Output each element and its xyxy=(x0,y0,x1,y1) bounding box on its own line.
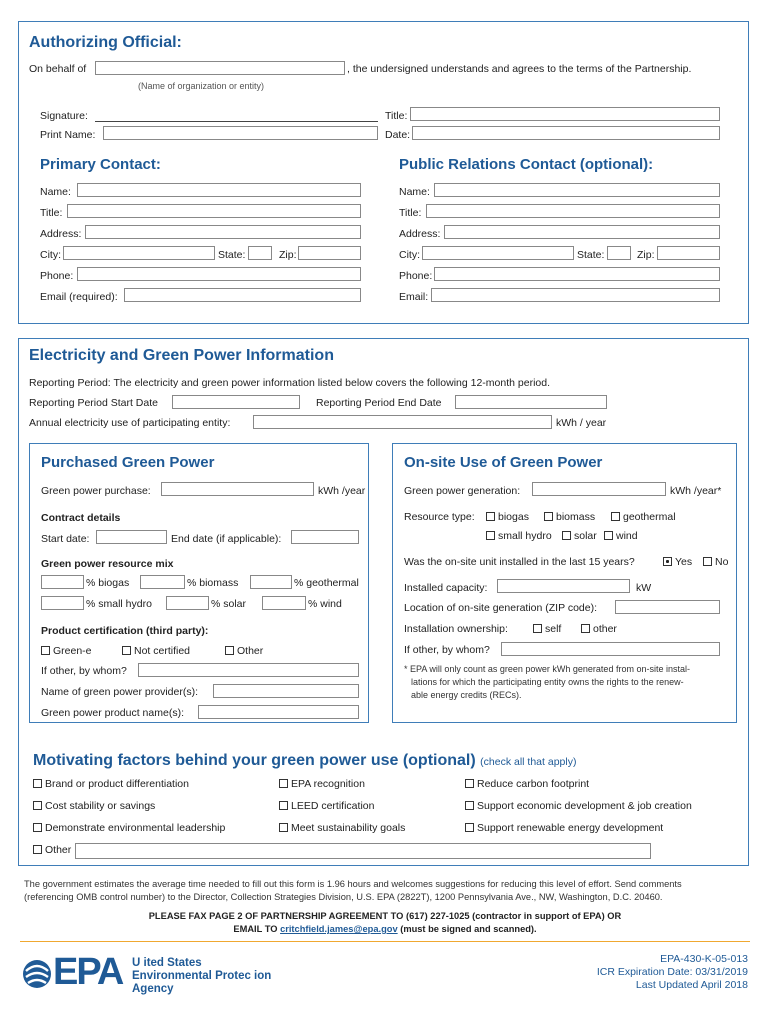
checkbox-icon[interactable] xyxy=(122,646,131,655)
electricity-heading: Electricity and Green Power Information xyxy=(29,347,334,364)
cert-not-label: Not certified xyxy=(134,645,191,657)
pr-address-input[interactable] xyxy=(444,225,720,239)
primary-email-input[interactable] xyxy=(124,288,361,302)
onsite-heading: On-site Use of Green Power xyxy=(404,454,603,471)
ownership-label: Installation ownership: xyxy=(404,623,508,635)
email-suffix: (must be signed and scanned). xyxy=(397,924,537,934)
provider-input[interactable] xyxy=(213,684,359,698)
mix-geothermal-input[interactable] xyxy=(250,575,292,589)
mix-solar-label: % solar xyxy=(211,598,247,610)
res-biomass-option[interactable] xyxy=(544,511,595,523)
mix-geothermal-label: % geothermal xyxy=(294,577,359,589)
primary-city-input[interactable] xyxy=(63,246,215,260)
checkbox-icon[interactable] xyxy=(611,512,620,521)
mf-renewable-option[interactable] xyxy=(465,822,663,834)
own-other-option[interactable] xyxy=(581,623,617,635)
res-wind-label: wind xyxy=(616,530,638,542)
purchased-other-whom-label: If other, by whom? xyxy=(41,665,127,677)
mf-epa-option[interactable] xyxy=(279,778,365,790)
fax-instructions xyxy=(0,910,770,936)
contract-end-input[interactable] xyxy=(291,530,359,544)
pr-zip-label: Zip: xyxy=(637,249,655,261)
generation-input[interactable] xyxy=(532,482,666,496)
primary-address-label: Address: xyxy=(40,228,82,240)
agency-name xyxy=(132,957,271,996)
mf-other-option[interactable] xyxy=(33,844,71,856)
pr-title-label: Title: xyxy=(399,207,422,219)
installed15-yes-option[interactable] xyxy=(663,556,692,568)
installed15-label: Was the on-site unit installed in the last 15 years? xyxy=(404,556,635,568)
checkbox-icon[interactable] xyxy=(486,531,495,540)
product-input[interactable] xyxy=(198,705,359,719)
mf-economic-label: Support economic development & job creation xyxy=(477,800,692,812)
mf-leadership-option[interactable] xyxy=(33,822,225,834)
generation-label: Green power generation: xyxy=(404,485,521,497)
mf-brand-option[interactable] xyxy=(33,778,189,790)
email-link[interactable]: critchfield.james@epa.gov xyxy=(280,924,398,934)
res-geothermal-option[interactable] xyxy=(611,511,676,523)
res-biogas-option[interactable] xyxy=(486,511,529,523)
pr-email-input[interactable] xyxy=(431,288,720,302)
purchase-input[interactable] xyxy=(161,482,314,496)
signature-line[interactable] xyxy=(95,121,378,122)
onsite-other-whom-input[interactable] xyxy=(501,642,720,656)
reporting-start-label: Reporting Period Start Date xyxy=(29,397,158,409)
footer-divider xyxy=(20,941,750,942)
primary-email-label: Email (required): xyxy=(40,291,118,303)
checkbox-icon[interactable] xyxy=(33,801,42,810)
epa-mark: EPA xyxy=(53,951,123,993)
installed15-yes-label: Yes xyxy=(675,556,693,568)
res-geothermal-label: geothermal xyxy=(623,511,676,523)
checkbox-icon[interactable] xyxy=(465,823,474,832)
pr-contact-heading: Public Relations Contact (optional): xyxy=(399,156,654,173)
checkbox-icon[interactable] xyxy=(41,646,50,655)
mf-cost-label: Cost stability or savings xyxy=(45,800,156,812)
onsite-note-line1: * EPA will only count as green power kWh generated from on-site instal- xyxy=(404,664,690,674)
purchased-other-whom-input[interactable] xyxy=(138,663,359,677)
form-number: EPA-430-K-05-013 xyxy=(660,953,748,965)
print-name-label: Print Name: xyxy=(40,129,96,141)
mf-other-label: Other xyxy=(45,844,72,856)
pr-phone-input[interactable] xyxy=(434,267,720,281)
checkbox-icon[interactable] xyxy=(33,823,42,832)
pr-city-input[interactable] xyxy=(422,246,574,260)
res-solar-option[interactable] xyxy=(562,530,597,542)
annual-use-label: Annual electricity use of participating entity: xyxy=(29,417,231,429)
primary-contact-heading: Primary Contact: xyxy=(40,156,161,173)
cert-greene-label: Green-e xyxy=(53,645,92,657)
product-label: Green power product name(s): xyxy=(41,707,184,719)
primary-state-label: State: xyxy=(218,249,246,261)
pr-zip-input[interactable] xyxy=(657,246,720,260)
location-label: Location of on-site generation (ZIP code): xyxy=(404,602,598,614)
email-prefix: EMAIL TO xyxy=(233,924,281,934)
cert-not-option[interactable] xyxy=(122,645,190,657)
pr-email-label: Email: xyxy=(399,291,429,303)
contract-details-heading: Contract details xyxy=(41,512,121,524)
agrees-text: , the undersigned understands and agrees to the terms of the Partnership. xyxy=(347,63,692,75)
capacity-label: Installed capacity: xyxy=(404,582,488,594)
contract-start-input[interactable] xyxy=(96,530,167,544)
on-behalf-label: On behalf of xyxy=(29,63,87,75)
checkbox-icon[interactable] xyxy=(465,779,474,788)
checkbox-icon[interactable] xyxy=(486,512,495,521)
organization-name-input[interactable] xyxy=(95,61,345,75)
own-other-label: other xyxy=(593,623,617,635)
cert-other-option[interactable] xyxy=(225,645,263,657)
checkbox-icon[interactable] xyxy=(604,531,613,540)
mix-biogas-label: % biogas xyxy=(86,577,130,589)
mf-economic-option[interactable] xyxy=(465,800,692,812)
mix-biomass-label: % biomass xyxy=(187,577,239,589)
onsite-note-line2: lations for which the participating entity owns the rights to the renew- xyxy=(411,677,684,687)
auth-date-label: Date: xyxy=(385,129,411,141)
res-wind-option[interactable] xyxy=(604,530,638,542)
checkbox-icon[interactable] xyxy=(279,801,288,810)
agency-line2: Environmental Protec ion xyxy=(132,970,272,982)
reporting-period-text: Reporting Period: The electricity and green power information listed below covers the following 12-month period. xyxy=(29,377,551,389)
print-name-input[interactable] xyxy=(103,126,378,140)
mix-wind-label: % wind xyxy=(308,598,342,610)
reporting-end-input[interactable] xyxy=(455,395,607,409)
organization-name-hint: (Name of organization or entity) xyxy=(138,81,265,91)
pr-name-input[interactable] xyxy=(434,183,720,197)
resource-mix-heading: Green power resource mix xyxy=(41,558,174,570)
reporting-start-input[interactable] xyxy=(172,395,300,409)
installed15-no-option[interactable] xyxy=(703,556,728,568)
mix-wind-input[interactable] xyxy=(262,596,306,610)
checkbox-icon[interactable] xyxy=(33,779,42,788)
mix-small-hydro-input[interactable] xyxy=(41,596,84,610)
mix-solar-input[interactable] xyxy=(166,596,209,610)
pr-phone-label: Phone: xyxy=(399,270,433,282)
pr-state-label: State: xyxy=(577,249,605,261)
purchase-unit: kWh /year xyxy=(318,485,366,497)
mix-biomass-input[interactable] xyxy=(140,575,185,589)
checkbox-icon[interactable] xyxy=(581,624,590,633)
mf-carbon-option[interactable] xyxy=(465,778,589,790)
capacity-unit: kW xyxy=(636,582,652,594)
provider-label: Name of green power provider(s): xyxy=(41,686,198,698)
generation-unit: kWh /year* xyxy=(670,485,722,497)
fax-line2 xyxy=(0,923,770,936)
res-solar-label: solar xyxy=(574,530,597,542)
contract-start-label: Start date: xyxy=(41,533,90,545)
mix-small-hydro-label: % small hydro xyxy=(86,598,152,610)
agency-line3: Agency xyxy=(132,983,174,995)
pr-city-label: City: xyxy=(399,249,420,261)
primary-zip-label: Zip: xyxy=(279,249,297,261)
auth-title-label: Title: xyxy=(385,110,408,122)
mf-leed-option[interactable] xyxy=(279,800,374,812)
res-biogas-label: biogas xyxy=(498,511,529,523)
mf-renewable-label: Support renewable energy development xyxy=(477,822,664,834)
location-input[interactable] xyxy=(615,600,720,614)
primary-city-label: City: xyxy=(40,249,61,261)
primary-address-input[interactable] xyxy=(85,225,361,239)
burden-statement xyxy=(24,878,749,904)
agency-line1: U ited States xyxy=(132,957,202,969)
authorizing-official-heading: Authorizing Official: xyxy=(29,34,182,51)
checkbox-icon[interactable] xyxy=(33,845,42,854)
reporting-end-label: Reporting Period End Date xyxy=(316,397,442,409)
res-biomass-label: biomass xyxy=(556,511,596,523)
signature-label: Signature: xyxy=(40,110,88,122)
cert-other-label: Other xyxy=(237,645,264,657)
icr-expiration: ICR Expiration Date: 03/31/2019 xyxy=(596,966,748,978)
contract-end-label: End date (if applicable): xyxy=(171,533,282,545)
pr-address-label: Address: xyxy=(399,228,441,240)
primary-phone-input[interactable] xyxy=(77,267,361,281)
primary-name-label: Name: xyxy=(40,186,71,198)
checked-checkbox-icon[interactable] xyxy=(663,557,672,566)
mf-sustainability-option[interactable] xyxy=(279,822,405,834)
pr-name-label: Name: xyxy=(399,186,430,198)
mf-carbon-label: Reduce carbon footprint xyxy=(477,778,590,790)
mf-leadership-label: Demonstrate environmental leadership xyxy=(45,822,226,834)
form-metadata xyxy=(597,953,748,992)
res-small-hydro-label: small hydro xyxy=(498,530,552,542)
annual-use-unit: kWh / year xyxy=(556,417,607,429)
checkbox-icon[interactable] xyxy=(465,801,474,810)
mf-cost-option[interactable] xyxy=(33,800,155,812)
resource-type-label: Resource type: xyxy=(404,511,475,523)
epa-logo xyxy=(22,953,282,999)
motivating-heading xyxy=(33,752,576,770)
last-updated: Last Updated April 2018 xyxy=(635,979,748,991)
checkbox-icon[interactable] xyxy=(703,557,712,566)
auth-title-input[interactable] xyxy=(410,107,720,121)
checkbox-icon[interactable] xyxy=(544,512,553,521)
onsite-note-line3: able energy credits (RECs). xyxy=(411,690,522,700)
primary-title-label: Title: xyxy=(40,207,63,219)
primary-name-input[interactable] xyxy=(77,183,361,197)
purchased-heading: Purchased Green Power xyxy=(41,454,215,471)
primary-state-input[interactable] xyxy=(248,246,272,260)
res-small-hydro-option[interactable] xyxy=(486,530,552,542)
pr-title-input[interactable] xyxy=(426,204,720,218)
epa-flower-icon xyxy=(22,957,52,991)
burden-line1: The government estimates the average time needed to fill out this form is 1.96 hours and welcomes suggestions for reducing this level of effort. Send comments xyxy=(24,879,682,889)
mf-epa-label: EPA recognition xyxy=(291,778,365,790)
mf-brand-label: Brand or product differentiation xyxy=(45,778,189,790)
onsite-other-whom-label: If other, by whom? xyxy=(404,644,490,656)
certification-heading: Product certification (third party): xyxy=(41,625,209,637)
own-self-label: self xyxy=(545,623,562,635)
auth-date-input[interactable] xyxy=(412,126,720,140)
pr-state-input[interactable] xyxy=(607,246,631,260)
motivating-subtitle: (check all that apply) xyxy=(480,756,577,768)
checkbox-icon[interactable] xyxy=(279,779,288,788)
mf-other-input[interactable] xyxy=(75,843,651,859)
primary-phone-label: Phone: xyxy=(40,270,74,282)
cert-greene-option[interactable] xyxy=(41,645,92,657)
checkbox-icon[interactable] xyxy=(279,823,288,832)
mf-leed-label: LEED certification xyxy=(291,800,375,812)
checkbox-icon[interactable] xyxy=(225,646,234,655)
purchase-label: Green power purchase: xyxy=(41,485,151,497)
mf-sustainability-label: Meet sustainability goals xyxy=(291,822,406,834)
checkbox-icon[interactable] xyxy=(562,531,571,540)
capacity-input[interactable] xyxy=(497,579,630,593)
primary-title-input[interactable] xyxy=(67,204,361,218)
checkbox-icon[interactable] xyxy=(533,624,542,633)
installed15-no-label: No xyxy=(715,556,729,568)
primary-zip-input[interactable] xyxy=(298,246,361,260)
own-self-option[interactable] xyxy=(533,623,561,635)
mix-biogas-input[interactable] xyxy=(41,575,84,589)
motivating-title: Motivating factors behind your green power use (optional) xyxy=(33,752,476,769)
fax-line1: PLEASE FAX PAGE 2 OF PARTNERSHIP AGREEMENT TO (617) 227-1025 (contractor in support of EPA) OR xyxy=(148,911,622,921)
annual-use-input[interactable] xyxy=(253,415,552,429)
burden-line2: (referencing OMB control number) to the Director, Collection Strategies Division, U.S. EPA (2822T), 1200 Pennsylvania Ave., NW, Washington, D.C. 20460. xyxy=(24,892,663,902)
